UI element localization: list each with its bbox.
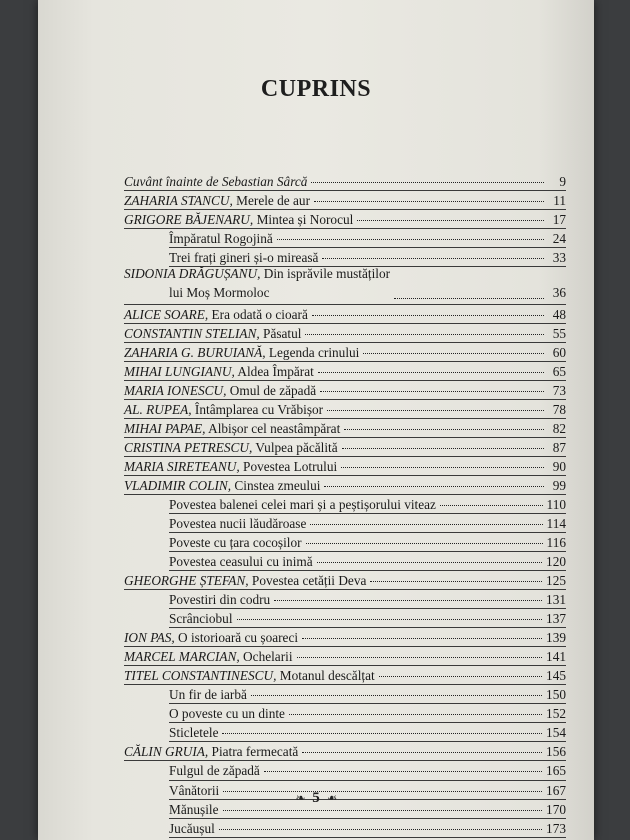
toc-entry-page: 114 bbox=[546, 516, 566, 532]
toc-entry-title: Fulgul de zăpadă bbox=[169, 763, 260, 779]
toc-entry-title: O poveste cu un dinte bbox=[169, 706, 285, 722]
book-page bbox=[38, 0, 594, 840]
toc-entry-page: 17 bbox=[552, 212, 566, 228]
dot-leader bbox=[222, 733, 542, 734]
toc-entry-page: 120 bbox=[546, 554, 566, 570]
toc-entry-page: 116 bbox=[546, 535, 566, 551]
toc-entry-page: 150 bbox=[546, 687, 566, 703]
dot-leader bbox=[314, 201, 544, 202]
toc-entry-title: Motanul descălțat bbox=[276, 668, 375, 684]
toc-entry-page: 73 bbox=[552, 383, 566, 399]
toc-entry-author: VLADIMIR COLIN, bbox=[124, 478, 232, 494]
toc-entry-page: 60 bbox=[552, 345, 566, 361]
toc-entry-label bbox=[169, 533, 302, 552]
toc-entry-title: Povestea balenei celei mari și a peștișorului viteaz bbox=[169, 497, 436, 513]
toc-entry-author: GRIGORE BĂJENARU, bbox=[124, 212, 254, 228]
dot-leader bbox=[277, 239, 544, 240]
toc-entry-author: ION PAS, bbox=[124, 630, 175, 646]
toc-entry-author: Cuvânt înainte de Sebastian Sârcă bbox=[124, 174, 308, 189]
toc-entry-page: 173 bbox=[546, 820, 566, 836]
toc-entry-page: 156 bbox=[546, 744, 566, 760]
toc-entry-title: Povestea nucii lăudăroase bbox=[169, 516, 307, 532]
dot-leader bbox=[327, 410, 544, 411]
toc-entry-title: Omul de zăpadă bbox=[226, 383, 317, 399]
dot-leader bbox=[312, 315, 544, 316]
dot-leader bbox=[219, 829, 542, 830]
toc-entry-page: 131 bbox=[546, 592, 566, 608]
dot-leader bbox=[440, 505, 543, 506]
toc-entry-page: 145 bbox=[546, 668, 566, 684]
dot-leader bbox=[264, 771, 542, 772]
toc-entry-label bbox=[124, 172, 307, 191]
toc-entry-author: ZAHARIA G. BURUIANĂ, bbox=[124, 345, 266, 361]
toc-entry-page: 78 bbox=[552, 402, 566, 418]
toc-entry bbox=[124, 381, 566, 400]
toc-entry-label bbox=[169, 704, 285, 723]
toc-entry-label bbox=[169, 609, 233, 628]
toc-entry-label bbox=[124, 381, 316, 400]
page-folio bbox=[38, 790, 594, 807]
toc-entry-label bbox=[124, 305, 308, 324]
ornament-left-icon: ❧ bbox=[295, 791, 306, 805]
toc-entry-title: Păsatul bbox=[259, 326, 302, 342]
toc-entry bbox=[124, 362, 566, 381]
toc-entry-title: Poveste cu țara cocoșilor bbox=[169, 535, 302, 551]
toc-entry-author: MIHAI PAPAE, bbox=[124, 421, 206, 437]
toc-entry-label bbox=[124, 191, 310, 210]
toc-entry-title: Albișor cel neastâmpărat bbox=[205, 421, 341, 437]
toc-entry bbox=[124, 210, 566, 229]
toc-entry bbox=[124, 819, 566, 838]
toc-entry-page: 125 bbox=[546, 573, 566, 589]
toc-entry-title: Un fir de iarbă bbox=[169, 687, 247, 703]
toc-entry-title: Povestiri din codru bbox=[169, 592, 271, 608]
toc-entry-page: 87 bbox=[552, 440, 566, 456]
dot-leader bbox=[318, 372, 544, 373]
toc-entry-page: 90 bbox=[552, 459, 566, 475]
toc-entry-author: TITEL CONSTANTINESCU, bbox=[124, 668, 277, 684]
toc-entry bbox=[124, 305, 566, 324]
dot-leader bbox=[306, 543, 543, 544]
toc-entry-label bbox=[124, 628, 298, 647]
toc-entry-page: 48 bbox=[552, 307, 566, 323]
toc-entry-label bbox=[124, 210, 353, 229]
dot-leader bbox=[311, 182, 544, 183]
toc-entry-title: Trei frați gineri și-o mireasă bbox=[169, 250, 319, 266]
dot-leader bbox=[320, 391, 544, 392]
toc-entry bbox=[124, 476, 566, 495]
toc-entry bbox=[124, 742, 566, 761]
toc-entry-title: Jucăușul bbox=[169, 820, 215, 836]
toc-entry-page: 55 bbox=[552, 326, 566, 342]
dot-leader bbox=[317, 562, 542, 563]
table-of-contents bbox=[124, 172, 566, 838]
toc-entry bbox=[124, 609, 566, 628]
toc-entry-title: Povestea ceasului cu inimă bbox=[169, 554, 313, 570]
toc-entry bbox=[124, 229, 566, 248]
toc-entry-label bbox=[124, 647, 293, 666]
dot-leader bbox=[223, 810, 543, 811]
toc-entry-label bbox=[169, 590, 270, 609]
toc-entry-author: AL. RUPEA, bbox=[124, 402, 192, 418]
toc-entry-page: 139 bbox=[546, 630, 566, 646]
toc-entry-title: Vânătorii bbox=[169, 782, 220, 798]
page-number: 5 bbox=[312, 790, 320, 806]
toc-entry bbox=[124, 400, 566, 419]
toc-entry bbox=[124, 324, 566, 343]
toc-entry-page: 152 bbox=[546, 706, 566, 722]
toc-entry-title: Povestea Lotrului bbox=[239, 459, 338, 475]
toc-entry bbox=[124, 419, 566, 438]
dot-leader bbox=[310, 524, 542, 525]
toc-entry-author: MARIA SIRETEANU, bbox=[124, 459, 240, 475]
toc-entry-title: Împăratul Rogojină bbox=[169, 231, 273, 247]
toc-entry-page: 141 bbox=[546, 649, 566, 665]
dot-leader bbox=[357, 220, 544, 221]
toc-entry-title: Sticletele bbox=[169, 725, 219, 741]
toc-entry-title: Din isprăvile mustăților bbox=[260, 266, 391, 282]
toc-entry-label bbox=[124, 400, 323, 419]
toc-entry-author: ZAHARIA STANCU, bbox=[124, 193, 233, 209]
toc-entry-title: Aldea Împărat bbox=[234, 364, 314, 380]
toc-entry-label bbox=[124, 571, 366, 590]
ornament-right-icon: ❧ bbox=[326, 791, 337, 805]
dot-leader bbox=[289, 714, 542, 715]
dot-leader bbox=[297, 657, 543, 658]
toc-entry-label bbox=[124, 666, 375, 685]
toc-entry-page: 65 bbox=[552, 364, 566, 380]
toc-entry-title: Ochelarii bbox=[239, 649, 293, 665]
toc-entry-page: 167 bbox=[546, 782, 566, 798]
toc-entry-title: Legenda crinului bbox=[265, 345, 360, 361]
toc-entry-label bbox=[124, 324, 301, 343]
toc-entry-title: Întâmplarea cu Vrăbișor bbox=[191, 402, 324, 418]
toc-entry bbox=[124, 514, 566, 533]
toc-entry-label bbox=[124, 419, 340, 438]
toc-entry-title: Scrânciobul bbox=[169, 611, 233, 627]
toc-entry bbox=[124, 438, 566, 457]
toc-entry bbox=[124, 628, 566, 647]
toc-entry bbox=[124, 552, 566, 571]
toc-entry-author: MARIA IONESCU, bbox=[124, 383, 227, 399]
dot-leader bbox=[237, 619, 543, 620]
toc-entry-page: 170 bbox=[546, 801, 566, 817]
toc-entry-label bbox=[124, 343, 359, 362]
toc-entry-author: MARCEL MARCIAN, bbox=[124, 649, 240, 665]
toc-entry-author: ALICE SOARE, bbox=[124, 307, 209, 323]
toc-entry bbox=[124, 761, 566, 780]
toc-entry-author: MIHAI LUNGIANU, bbox=[124, 364, 235, 380]
toc-entry bbox=[124, 704, 566, 723]
toc-entry bbox=[124, 457, 566, 476]
toc-entry-author: GHEORGHE ȘTEFAN, bbox=[124, 573, 249, 589]
dot-leader bbox=[363, 353, 544, 354]
toc-entry bbox=[124, 495, 566, 514]
toc-entry-label bbox=[169, 552, 313, 571]
dot-leader bbox=[302, 638, 542, 639]
page-title: CUPRINS bbox=[260, 76, 372, 102]
toc-entry bbox=[124, 343, 566, 362]
toc-entry-page: 82 bbox=[552, 421, 566, 437]
toc-entry-title-continued: lui Moș Mormoloc bbox=[169, 285, 270, 301]
toc-entry-page: 154 bbox=[546, 725, 566, 741]
toc-entry-page: 36 bbox=[552, 285, 566, 301]
toc-entry-page: 24 bbox=[552, 231, 566, 247]
toc-entry-label bbox=[169, 229, 273, 248]
dot-leader bbox=[251, 695, 542, 696]
toc-entry-label bbox=[169, 761, 260, 780]
toc-entry-author: SIDONIA DRĂGUȘANU, bbox=[124, 266, 261, 282]
toc-entry-label bbox=[124, 264, 390, 302]
toc-entry-label bbox=[124, 742, 298, 761]
toc-entry-page: 33 bbox=[552, 250, 566, 266]
toc-entry-title: O istorioară cu șoareci bbox=[174, 630, 299, 646]
toc-entry-page: 110 bbox=[546, 497, 566, 513]
dot-leader bbox=[342, 448, 544, 449]
dot-leader bbox=[274, 600, 542, 601]
toc-entry-page: 99 bbox=[552, 478, 566, 494]
toc-entry bbox=[124, 267, 566, 305]
toc-entry-page: 9 bbox=[559, 174, 566, 189]
toc-entry-label bbox=[124, 476, 320, 495]
dot-leader bbox=[370, 581, 542, 582]
dot-leader bbox=[394, 298, 544, 299]
toc-entry-label bbox=[169, 495, 436, 514]
toc-entry bbox=[124, 685, 566, 704]
toc-entry bbox=[124, 647, 566, 666]
toc-entry-page: 165 bbox=[546, 763, 566, 779]
dot-leader bbox=[379, 676, 542, 677]
toc-entry-title: Piatra fermecată bbox=[208, 744, 299, 760]
toc-entry-title: Povestea cetății Deva bbox=[248, 573, 367, 589]
toc-entry-label bbox=[169, 514, 306, 533]
toc-entry-author: CRISTINA PETRESCU, bbox=[124, 440, 253, 456]
toc-entry-title: Cinstea zmeului bbox=[231, 478, 321, 494]
toc-entry-title: Era odată o cioară bbox=[208, 307, 308, 323]
toc-entry-page: 137 bbox=[546, 611, 566, 627]
dot-leader bbox=[344, 429, 544, 430]
toc-entry-author: CONSTANTIN STELIAN, bbox=[124, 326, 260, 342]
toc-entry-label bbox=[124, 457, 337, 476]
toc-entry-page: 11 bbox=[553, 193, 566, 209]
toc-entry-label bbox=[169, 685, 247, 704]
dot-leader bbox=[305, 334, 544, 335]
dot-leader bbox=[302, 752, 542, 753]
toc-entry-title: Vulpea păcălită bbox=[252, 440, 338, 456]
toc-entry bbox=[124, 172, 566, 191]
toc-entry-label bbox=[169, 819, 215, 838]
toc-entry-author: CĂLIN GRUIA, bbox=[124, 744, 209, 760]
dot-leader bbox=[322, 258, 544, 259]
toc-entry bbox=[124, 666, 566, 685]
toc-entry bbox=[124, 191, 566, 210]
toc-entry-title: Mintea și Norocul bbox=[253, 212, 354, 228]
toc-entry-title: Mănușile bbox=[169, 801, 219, 817]
toc-entry-label bbox=[124, 362, 314, 381]
toc-entry bbox=[124, 723, 566, 742]
toc-entry bbox=[124, 590, 566, 609]
toc-entry-label bbox=[124, 438, 338, 457]
dot-leader bbox=[324, 486, 544, 487]
toc-entry-title: Merele de aur bbox=[232, 193, 310, 209]
toc-entry-label bbox=[169, 723, 218, 742]
toc-entry bbox=[124, 533, 566, 552]
dot-leader bbox=[341, 467, 544, 468]
toc-entry bbox=[124, 571, 566, 590]
